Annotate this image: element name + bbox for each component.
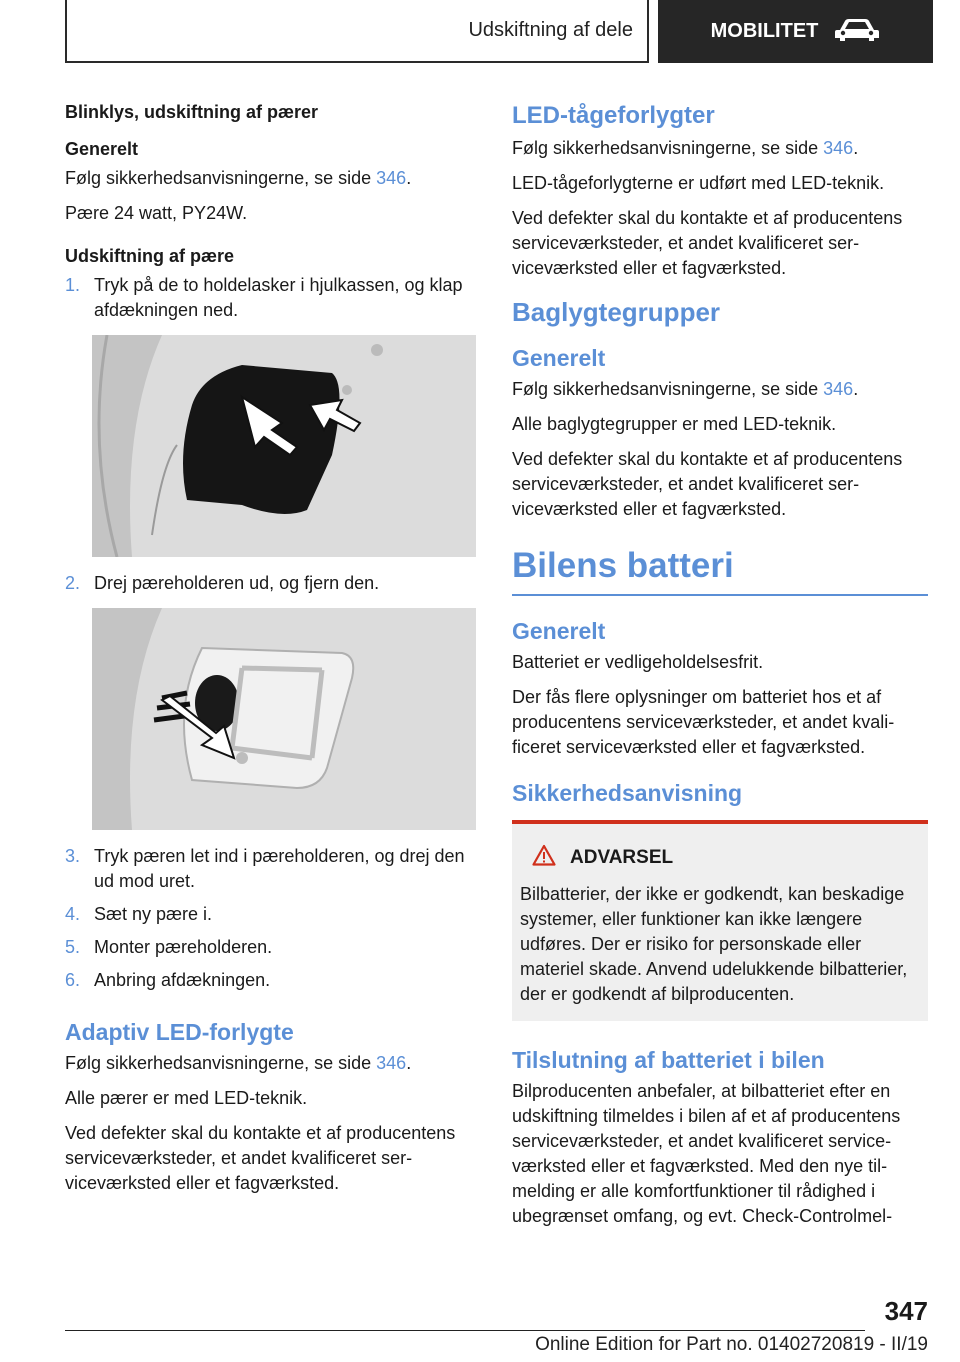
list-item: 3. Tryk pæren let ind i pæreholderen, og drej den ud mod uret.: [65, 846, 465, 891]
page-link[interactable]: 346: [823, 138, 854, 158]
list-item: 5. Monter pæreholderen.: [65, 937, 273, 957]
bulb-holder-figure: [92, 608, 476, 830]
page-link[interactable]: 346: [376, 1053, 407, 1073]
warning-triangle-icon: [532, 844, 556, 872]
left-column: [65, 100, 477, 1206]
warning-box: [512, 820, 928, 1021]
safety-reference: Følg sikkerhedsanvisningerne, se side 346.: [65, 168, 412, 188]
paragraph: Bilproducenten anbefaler, at bilbatteriet efter en udskiftning tilmeldes i bilen af et af producentens serviceværksteder, et andet kvalificeret serviceværksted eller et fagværksted. Med den nye tilmelding er alle komfortfunktioner til rådighed i ubegrænset omfang, og evt. Check-Controlmel-: [512, 1081, 901, 1226]
header-section-title: [65, 0, 649, 63]
paragraph: Alle baglygtegrupper er med LED-teknik.: [512, 414, 837, 434]
section-title: Udskiftning af dele: [468, 19, 633, 41]
fog-heading: LED-tågeforlygter: [512, 102, 715, 129]
step-list-3: [65, 844, 477, 993]
step-list-2: [65, 571, 477, 596]
right-column: [512, 100, 928, 1239]
list-item: 1. Tryk på de to holdelasker i hjulkassen, og klap afdækningen ned.: [65, 275, 463, 320]
edition-footer: Online Edition for Part no. 01402720819 - II/19: [535, 1334, 928, 1355]
car-icon: [834, 16, 880, 48]
page-link[interactable]: 346: [376, 168, 407, 188]
paragraph: Der fås flere oplysninger om batteriet hos et af producentens serviceværksteder, et andet kvalificeret serviceværksted eller et fagværksted.: [512, 687, 895, 757]
adaptive-heading: Adaptiv LED-forlygte: [65, 1019, 294, 1045]
safety-heading: Sikkerhedsanvisning: [512, 780, 743, 806]
list-item: 2. Drej pæreholderen ud, og fjern den.: [65, 573, 380, 593]
battery-generelt-heading: Generelt: [512, 618, 606, 644]
paragraph: Batteriet er vedligeholdelsesfrit.: [512, 652, 764, 672]
blinklys-heading: Blinklys, udskiftning af pærer: [65, 102, 319, 122]
paragraph: Ved defekter skal du kontakte et af producentens serviceværksteder, et andet kvalificeret serviceværksted eller et fagværksted.: [512, 208, 903, 278]
generelt-heading: Generelt: [65, 139, 139, 159]
bulb-spec: Pære 24 watt, PY24W.: [65, 203, 248, 223]
chapter-title: MOBILITET: [710, 20, 819, 42]
page-number: 347: [884, 1296, 928, 1326]
wheel-housing-cover-figure: [92, 335, 476, 557]
battery-heading: Bilens batteri: [512, 544, 928, 596]
safety-reference: Følg sikkerhedsanvisningerne, se side 346.: [512, 379, 859, 399]
header-chapter-tab: [658, 0, 933, 63]
list-item: 4. Sæt ny pære i.: [65, 904, 213, 924]
step-list: [65, 273, 477, 323]
paragraph: Ved defekter skal du kontakte et af producentens serviceværksteder, et andet kvalificeret serviceværksted eller et fagværksted.: [65, 1123, 456, 1193]
safety-reference: Følg sikkerhedsanvisningerne, se side 346.: [512, 138, 859, 158]
tail-generelt-heading: Generelt: [512, 345, 606, 371]
safety-reference: Følg sikkerhedsanvisningerne, se side 346.: [65, 1053, 412, 1073]
list-item: 6. Anbring afdækningen.: [65, 970, 271, 990]
warning-text: Bilbatterier, der ikke er godkendt, kan beskadige systemer, eller funktioner kan ikke længere udføres. Der er risiko for personskade eller materiel skade. Anvend udelukkende bilbatterier, der er godkendt af bilproducenten.: [520, 884, 908, 1004]
footer-divider: [65, 1330, 865, 1331]
paragraph: Ved defekter skal du kontakte et af producentens serviceværksteder, et andet kvalificeret serviceværksted eller et fagværksted.: [512, 449, 903, 519]
paragraph: LED-tågeforlygterne er udført med LED-teknik.: [512, 173, 885, 193]
page-link[interactable]: 346: [823, 379, 854, 399]
tail-heading: Baglygtegrupper: [512, 297, 721, 327]
replace-heading: Udskiftning af pære: [65, 246, 235, 266]
paragraph: Alle pærer er med LED-teknik.: [65, 1088, 308, 1108]
connect-heading: Tilslutning af batteriet i bilen: [512, 1047, 825, 1073]
warning-title: ADVARSEL: [532, 844, 920, 872]
